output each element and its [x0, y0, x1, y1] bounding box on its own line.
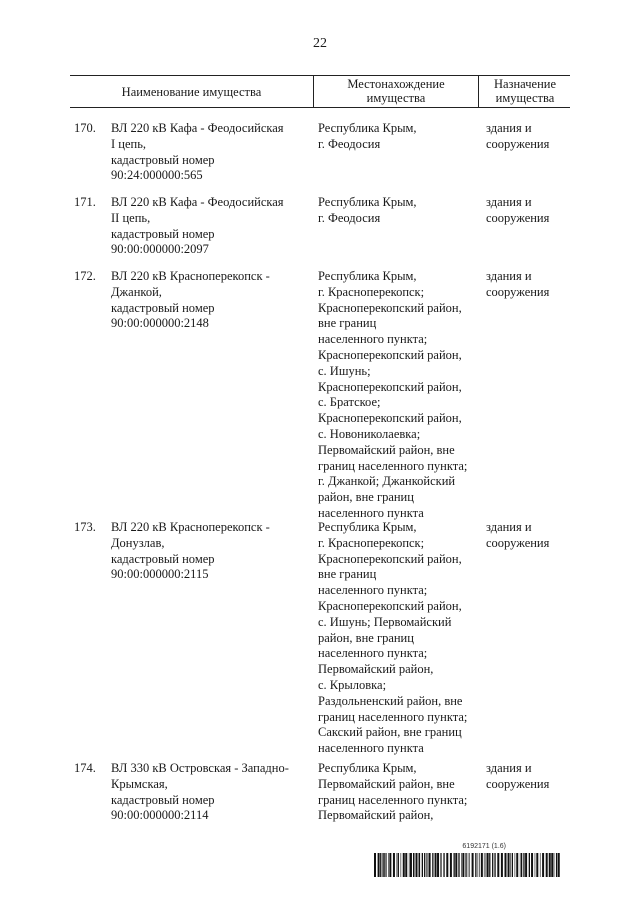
barcode-bar	[465, 853, 466, 877]
property-name-line: 90:00:000000:2114	[111, 808, 209, 823]
property-name	[111, 195, 311, 258]
barcode-bar	[551, 853, 553, 877]
barcode-bar	[397, 853, 398, 877]
barcode-bar	[393, 853, 395, 877]
property-location-line: вне границ	[318, 316, 377, 331]
property-location	[318, 195, 482, 227]
property-location-line: Первомайский район, вне	[318, 776, 455, 791]
property-location-line: Раздольненский район, вне	[318, 693, 463, 708]
property-name-line: кадастровый номер	[111, 300, 215, 315]
property-purpose-line: здания и	[486, 269, 532, 283]
property-purpose-line: здания и	[486, 195, 532, 209]
barcode-bar	[441, 853, 442, 877]
barcode-bar	[382, 853, 383, 877]
header-location-line: Местонахождение	[347, 77, 445, 91]
property-location-line: Первомайский район,	[318, 662, 434, 677]
property-location-line: г. Феодосия	[318, 210, 381, 225]
barcode-bar	[542, 853, 544, 877]
barcode-bar	[486, 853, 487, 877]
property-purpose	[486, 761, 572, 793]
property-location	[318, 121, 482, 153]
barcode-bar	[536, 853, 538, 877]
property-location-line: Красноперекопский район,	[318, 598, 462, 613]
property-location	[318, 269, 482, 522]
page-number: 22	[313, 36, 327, 51]
barcode-bar	[510, 853, 511, 877]
row-number: 170.	[74, 121, 96, 135]
barcode-bar	[521, 853, 522, 877]
header-purpose-line: имущества	[495, 91, 555, 105]
property-purpose-line: сооружения	[486, 136, 550, 151]
property-name-line: кадастровый номер	[111, 226, 215, 241]
property-name-line: Джанкой,	[111, 284, 162, 299]
barcode-bar	[472, 853, 474, 877]
property-purpose-line: здания и	[486, 761, 532, 775]
barcode-bar	[512, 853, 513, 877]
barcode-bar	[435, 853, 437, 877]
property-name	[111, 520, 311, 583]
barcode-bar	[546, 853, 548, 877]
barcode-bar	[437, 853, 439, 877]
property-location-line: вне границ	[318, 567, 377, 582]
property-name-line: ВЛ 330 кВ Островская - Западно-	[111, 761, 289, 775]
barcode-code: 6192171 (1.6)	[462, 843, 506, 850]
table-header	[70, 76, 570, 106]
header-purpose	[479, 77, 571, 105]
property-location-line: населенного пункта;	[318, 646, 428, 661]
barcode-bar	[416, 853, 417, 877]
barcode-bar	[501, 853, 503, 877]
property-purpose	[486, 195, 572, 227]
barcode-bar	[520, 853, 521, 877]
barcode-bar	[469, 853, 470, 877]
property-location-line: с. Ишунь;	[318, 363, 371, 378]
barcode-bar	[389, 853, 391, 877]
barcode-bar	[409, 853, 410, 877]
property-location-line: Республика Крым,	[318, 269, 417, 283]
barcode-bar	[424, 853, 425, 877]
barcode-bar	[401, 853, 402, 877]
property-purpose	[486, 520, 572, 552]
barcode-bar	[458, 853, 459, 877]
header-purpose-line: Назначение	[493, 77, 556, 91]
property-location-line: Красноперекопский район,	[318, 411, 462, 426]
property-name-line: кадастровый номер	[111, 551, 215, 566]
property-purpose-line: сооружения	[486, 210, 550, 225]
barcode-bar	[505, 853, 507, 877]
barcode-bar	[549, 853, 551, 877]
property-name-line: кадастровый номер	[111, 792, 215, 807]
barcode-bar	[443, 853, 444, 877]
barcode-bar	[422, 853, 423, 877]
barcode-bar	[454, 853, 455, 877]
property-location-line: Первомайский район,	[318, 808, 434, 823]
barcode-bar	[410, 853, 412, 877]
barcode-bar	[413, 853, 414, 877]
barcode-bar	[516, 853, 518, 877]
property-name-line: Крымская,	[111, 776, 168, 791]
barcode-bar	[455, 853, 457, 877]
barcode-bar	[419, 853, 420, 877]
property-location-line: границ населенного пункта;	[318, 709, 468, 724]
property-name-line: ВЛ 220 кВ Кафа - Феодосийская	[111, 121, 284, 135]
barcode-bar	[446, 853, 448, 877]
table-header-bottom-rule	[70, 107, 570, 108]
barcode-block	[374, 843, 560, 879]
barcode-bar	[398, 853, 399, 877]
property-location-line: населенного пункта;	[318, 332, 428, 347]
barcode-image	[374, 853, 560, 877]
barcode-bar	[388, 853, 389, 877]
barcode-bar	[554, 853, 555, 877]
property-location-line: Красноперекопский район,	[318, 300, 462, 315]
row-number: 174.	[74, 761, 96, 775]
barcode-bar	[461, 853, 462, 877]
property-location-line: населенного пункта	[318, 741, 424, 756]
barcode-bar	[479, 853, 480, 877]
barcode-bar	[489, 853, 490, 877]
barcode-bar	[556, 853, 557, 877]
property-name-line: 90:24:000000:565	[111, 168, 203, 183]
row-number: 171.	[74, 195, 96, 209]
property-location-line: с. Ишунь; Первомайский	[318, 614, 452, 629]
property-location-line: Республика Крым,	[318, 520, 417, 534]
property-location-line: г. Феодосия	[318, 136, 381, 151]
property-location-line: с. Новониколаевка;	[318, 426, 421, 441]
barcode-bar	[515, 853, 516, 877]
property-location-line: Республика Крым,	[318, 195, 417, 209]
property-name-line: кадастровый номер	[111, 152, 215, 167]
property-location-line: Республика Крым,	[318, 121, 417, 135]
property-purpose-line: сооружения	[486, 776, 550, 791]
property-name-line: II цепь,	[111, 210, 151, 225]
property-name-line: ВЛ 220 кВ Кафа - Феодосийская	[111, 195, 284, 209]
property-name-line: ВЛ 220 кВ Красноперекопск -	[111, 269, 270, 283]
property-purpose	[486, 269, 572, 301]
property-name	[111, 121, 311, 184]
header-name: Наименование имущества	[121, 85, 262, 99]
property-purpose	[486, 121, 572, 153]
property-location	[318, 761, 482, 824]
barcode-bar	[478, 853, 479, 877]
property-name	[111, 269, 311, 332]
property-location-line: г. Красноперекопск;	[318, 284, 425, 299]
barcode-bar	[432, 853, 433, 877]
property-location-line: г. Джанкой; Джанкойский	[318, 474, 456, 489]
property-location-line: Красноперекопский район,	[318, 551, 462, 566]
property-location-line: Красноперекопский район,	[318, 379, 462, 394]
property-name-line: I цепь,	[111, 136, 147, 151]
property-name-line: 90:00:000000:2115	[111, 567, 209, 582]
barcode-bar	[374, 853, 376, 877]
property-location-line: район, вне границ	[318, 490, 414, 505]
property-name-line: 90:00:000000:2148	[111, 316, 209, 331]
barcode-bar	[535, 853, 536, 877]
barcode-bar	[378, 853, 380, 877]
barcode-bar	[487, 853, 489, 877]
property-name-line: Донузлав,	[111, 535, 165, 550]
barcode-bar	[558, 853, 560, 877]
barcode-bar	[508, 853, 510, 877]
barcode-bar	[428, 853, 429, 877]
barcode-bar	[384, 853, 385, 877]
barcode-bar	[450, 853, 452, 877]
barcode-bar	[403, 853, 405, 877]
barcode-bar	[525, 853, 527, 877]
barcode-bar	[468, 853, 469, 877]
property-purpose-line: здания и	[486, 121, 532, 135]
barcode-bar	[380, 853, 381, 877]
barcode-bar	[494, 853, 495, 877]
barcode-bar	[418, 853, 419, 877]
property-location-line: границ населенного пункта;	[318, 792, 468, 807]
barcode-bar	[462, 853, 464, 877]
property-location-line: населенного пункта	[318, 505, 424, 520]
property-purpose-line: сооружения	[486, 284, 550, 299]
barcode-bar	[540, 853, 541, 877]
property-purpose-line: здания и	[486, 520, 532, 534]
barcode-bar	[415, 853, 416, 877]
header-location-line: имущества	[366, 91, 426, 105]
row-number: 173.	[74, 520, 96, 534]
property-location-line: Красноперекопский район,	[318, 347, 462, 362]
property-location-line: границ населенного пункта;	[318, 458, 468, 473]
barcode-bar	[426, 853, 427, 877]
property-name	[111, 761, 311, 824]
property-location-line: Сакский район, вне границ	[318, 725, 462, 740]
property-location-line: с. Братское;	[318, 395, 381, 410]
barcode-bar	[481, 853, 483, 877]
barcode-bar	[429, 853, 431, 877]
property-location-line: г. Красноперекопск;	[318, 535, 425, 550]
header-location	[314, 77, 478, 105]
property-location	[318, 520, 482, 757]
barcode-bar	[386, 853, 387, 877]
barcode-bar	[484, 853, 485, 877]
property-name-line: ВЛ 220 кВ Красноперекопск -	[111, 520, 270, 534]
barcode-bar	[440, 853, 441, 877]
barcode-bar	[523, 853, 524, 877]
barcode-bar	[492, 853, 493, 877]
property-purpose-line: сооружения	[486, 535, 550, 550]
property-location-line: район, вне границ	[318, 630, 414, 645]
barcode-bar	[529, 853, 530, 877]
property-location-line: населенного пункта;	[318, 583, 428, 598]
row-number: 172.	[74, 269, 96, 283]
barcode-bar	[531, 853, 533, 877]
property-location-line: Республика Крым,	[318, 761, 417, 775]
barcode-bar	[405, 853, 407, 877]
barcode-bar	[497, 853, 499, 877]
property-name-line: 90:00:000000:2097	[111, 242, 209, 257]
barcode-bar	[475, 853, 476, 877]
property-location-line: с. Крыловка;	[318, 677, 387, 692]
property-location-line: Первомайский район, вне	[318, 442, 455, 457]
